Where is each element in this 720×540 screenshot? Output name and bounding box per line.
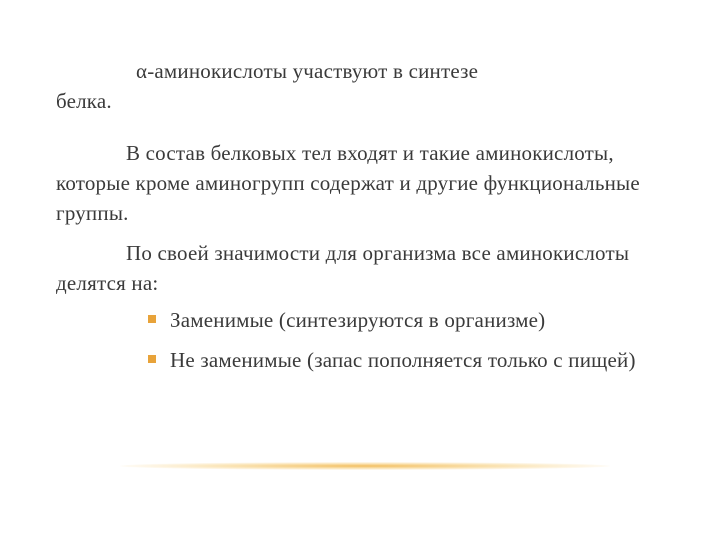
paragraph-classification: По своей значимости для организма все аминокислоты делятся на: (56, 241, 630, 295)
paragraph-intro-line2: белка. (56, 89, 112, 113)
square-bullet-icon (148, 315, 156, 323)
bullet-list (148, 306, 648, 386)
bullet-item-replaceable (148, 306, 648, 334)
paragraph-intro-line1: α-аминокислоты участвуют в синтезе (136, 59, 479, 83)
bullet-item-essential (148, 346, 648, 374)
decorative-divider (120, 462, 610, 470)
paragraph-composition: В состав белковых тел входят и такие аминокислоты, которые кроме аминогрупп содержат и другие функциональные группы. (56, 141, 640, 225)
square-bullet-icon (148, 355, 156, 363)
paragraph-intro (56, 56, 676, 116)
bullet-item-label: Заменимые (синтезируются в организме) (170, 308, 546, 332)
bullet-item-label: Не заменимые (запас пополняется только с пищей) (170, 348, 636, 372)
